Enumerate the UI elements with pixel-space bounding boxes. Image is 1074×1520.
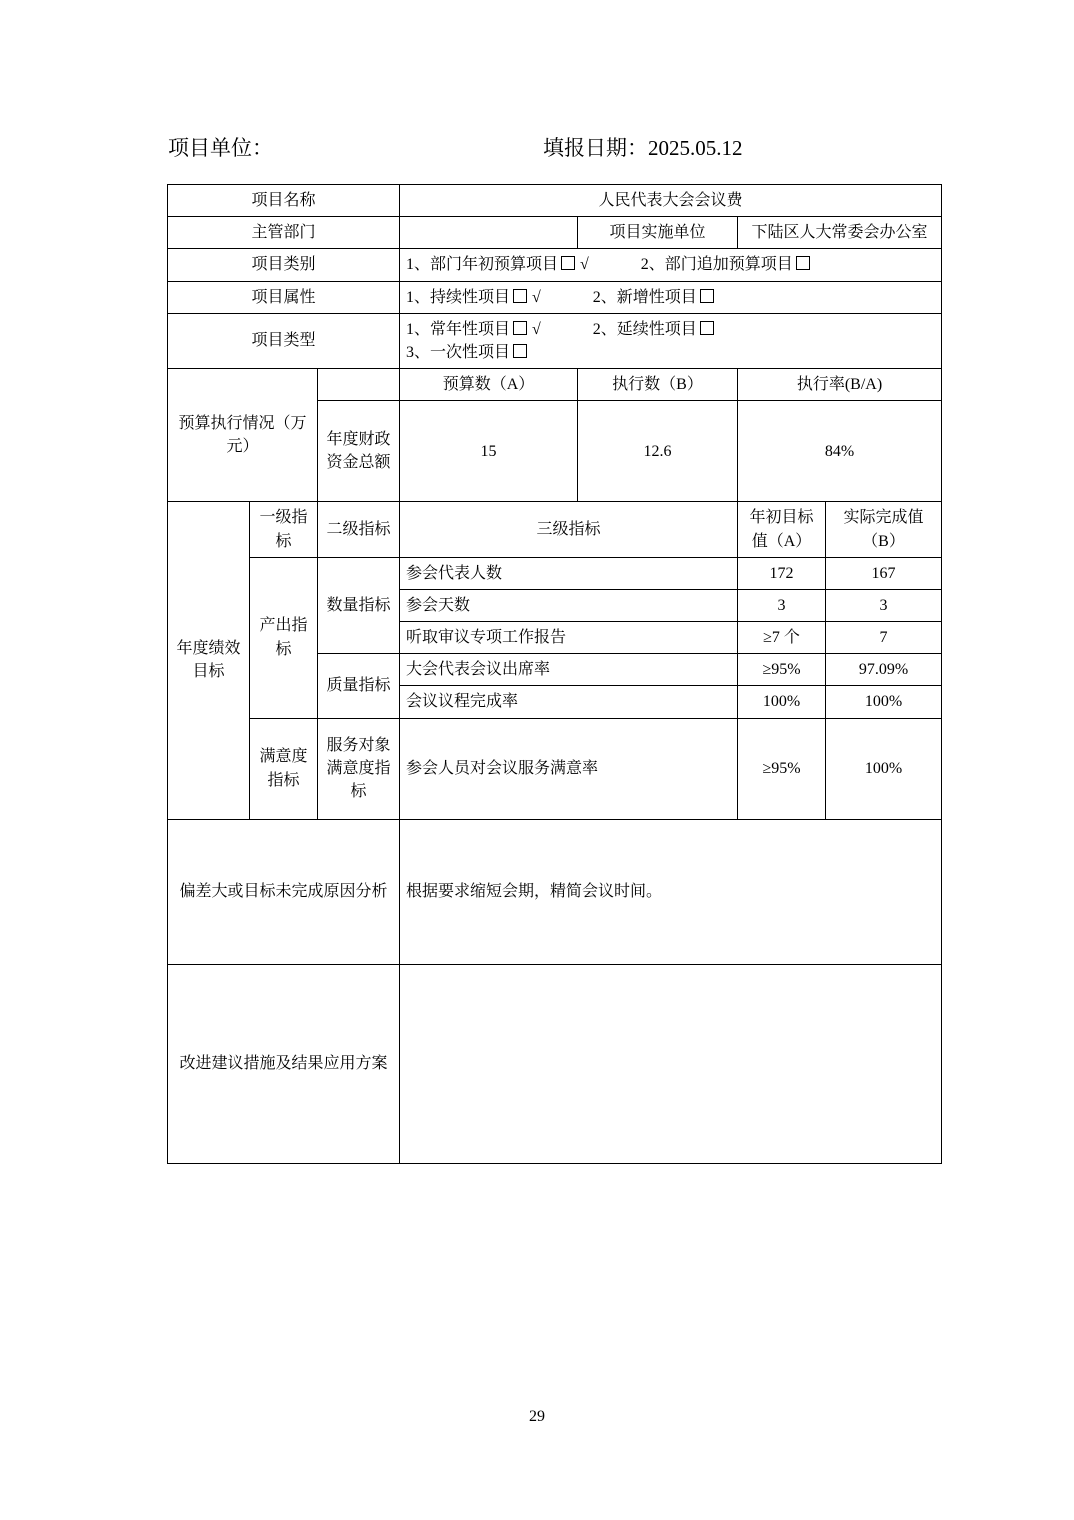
indicator-target-value: ≥95%: [738, 718, 826, 819]
indicator-actual-value: 7: [826, 622, 942, 654]
project-type-options: [400, 313, 942, 368]
checkbox-icon[interactable]: [513, 344, 527, 358]
table-row: [168, 185, 942, 217]
table-row: [168, 281, 942, 313]
form-header: [168, 132, 913, 162]
supervising-dept-label: 主管部门: [168, 217, 400, 249]
indicator-item-label: 大会代表会议出席率: [400, 654, 738, 686]
supervising-dept-value: [400, 217, 578, 249]
project-name-value: 人民代表大会会议费: [400, 185, 942, 217]
attribute-option-2-text: 2、新增性项目: [592, 288, 697, 306]
page-number: 29: [529, 1408, 545, 1425]
budget-col-exec-header: 执行数（B）: [578, 369, 738, 401]
indicator-quantity-label: 数量指标: [318, 557, 400, 654]
actual-value-header: 实际完成值（B）: [826, 502, 942, 557]
indicator-item-label: 听取审议专项工作报告: [400, 622, 738, 654]
checkbox-icon[interactable]: [513, 321, 527, 335]
indicator-target-value: ≥7 个: [738, 622, 826, 654]
attribute-option-1-mark: √: [532, 288, 541, 306]
indicator-quality-label: 质量指标: [318, 654, 400, 718]
indicator-item-label: 参会代表人数: [400, 557, 738, 589]
target-value-header: 年初目标值（A）: [738, 502, 826, 557]
category-option-1-text: 1、部门年初预算项目: [406, 256, 559, 274]
indicator-level3-header: 三级指标: [400, 502, 738, 557]
indicator-item-label: 参会天数: [400, 589, 738, 621]
deviation-analysis-value: 根据要求缩短会期，精简会议时间。: [400, 819, 942, 964]
budget-amount-value: 15: [400, 401, 578, 502]
budget-section-label: 预算执行情况（万元）: [168, 369, 318, 502]
implementing-unit-label: 项目实施单位: [578, 217, 738, 249]
type-option-1-text: 1、常年性项目: [406, 320, 511, 338]
table-row: [168, 718, 942, 819]
table-row: [168, 964, 942, 1163]
project-attribute-options: [400, 281, 942, 313]
project-category-label: 项目类别: [168, 249, 400, 281]
checkbox-icon[interactable]: [796, 256, 810, 270]
improvement-plan-label: 改进建议措施及结果应用方案: [168, 964, 400, 1163]
budget-col-budget-header: 预算数（A）: [400, 369, 578, 401]
indicator-actual-value: 100%: [826, 686, 942, 718]
type-option-2-text: 2、延续性项目: [592, 320, 697, 338]
category-option-2-text: 2、部门追加预算项目: [640, 256, 793, 274]
category-option-1-mark: √: [580, 256, 589, 274]
checkbox-icon[interactable]: [561, 256, 575, 270]
indicator-item-label: 会议议程完成率: [400, 686, 738, 718]
type-option-1-mark: √: [532, 320, 541, 338]
exec-rate-value: 84%: [738, 401, 942, 502]
table-row: [168, 369, 942, 401]
table-row: [168, 313, 942, 368]
indicator-level2-header: 二级指标: [318, 502, 400, 557]
deviation-analysis-label: 偏差大或目标未完成原因分析: [168, 819, 400, 964]
improvement-plan-value: [400, 964, 942, 1163]
indicator-target-value: 100%: [738, 686, 826, 718]
project-category-options: [400, 249, 942, 281]
type-option-3-text: 3、一次性项目: [406, 343, 511, 361]
table-row: [168, 217, 942, 249]
budget-col-rate-header: 执行率(B/A): [738, 369, 942, 401]
indicator-target-value: 172: [738, 557, 826, 589]
checkbox-icon[interactable]: [700, 321, 714, 335]
indicator-actual-value: 100%: [826, 718, 942, 819]
performance-section-label: 年度绩效目标: [168, 502, 250, 819]
indicator-level1-header: 一级指标: [250, 502, 318, 557]
indicator-service-satisfaction-label: 服务对象满意度指标: [318, 718, 400, 819]
table-row: [168, 249, 942, 281]
indicator-item-label: 参会人员对会议服务满意率: [400, 718, 738, 819]
indicator-actual-value: 167: [826, 557, 942, 589]
checkbox-icon[interactable]: [513, 289, 527, 303]
budget-row-label: 年度财政资金总额: [318, 401, 400, 502]
project-type-label: 项目类型: [168, 313, 400, 368]
indicator-target-value: ≥95%: [738, 654, 826, 686]
exec-amount-value: 12.6: [578, 401, 738, 502]
indicator-actual-value: 97.09%: [826, 654, 942, 686]
indicator-satisfaction-label: 满意度指标: [250, 718, 318, 819]
report-date-label: 填报日期：2025.05.12: [543, 136, 743, 160]
indicator-output-label: 产出指标: [250, 557, 318, 718]
indicator-target-value: 3: [738, 589, 826, 621]
implementing-unit-value: 下陆区人大常委会办公室: [738, 217, 942, 249]
project-unit-label: 项目单位：: [168, 136, 273, 160]
checkbox-icon[interactable]: [700, 289, 714, 303]
table-row: [168, 819, 942, 964]
project-name-label: 项目名称: [168, 185, 400, 217]
budget-blank-cell: [318, 369, 400, 401]
table-row: [168, 502, 942, 557]
attribute-option-1-text: 1、持续性项目: [406, 288, 511, 306]
project-attribute-label: 项目属性: [168, 281, 400, 313]
performance-evaluation-table: [167, 184, 942, 1164]
indicator-actual-value: 3: [826, 589, 942, 621]
table-row: [168, 557, 942, 589]
